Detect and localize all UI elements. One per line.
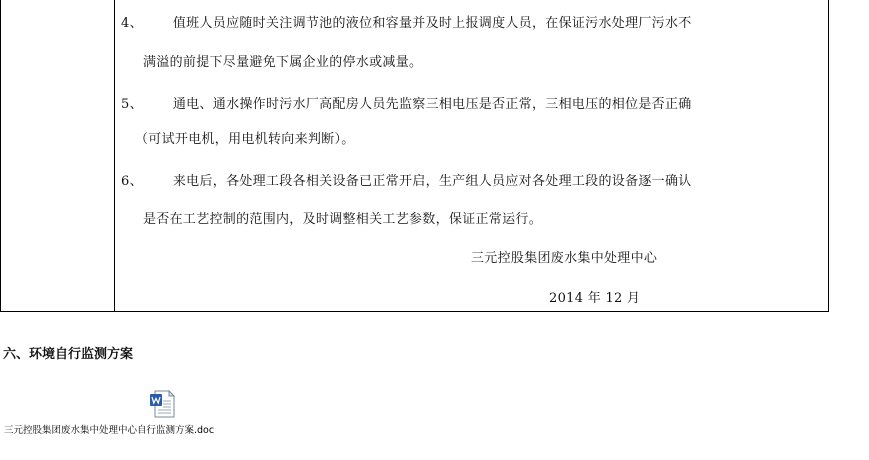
signature-organization: 三元控股集团废水集中处理中心: [471, 251, 658, 266]
item-5-line-1: [121, 93, 692, 112]
item-6-number: 6、: [121, 174, 143, 189]
item-4-line-2: 满溢的前提下尽量避免下属企业的停水或减量。: [143, 55, 423, 70]
item-6-line-2: 是否在工艺控制的范围内，及时调整相关工艺参数，保证正常运行。: [143, 212, 543, 227]
word-document-icon[interactable]: [148, 390, 176, 418]
item-5-line-2: （可试开电机，用电机转向来判断）。: [135, 132, 355, 147]
item-4-text-line-1: 值班人员应随时关注调节池的液位和容量并及时上报调度人员，在保证污水处理厂污水不: [172, 16, 692, 31]
item-4-number: 4、: [121, 16, 143, 31]
item-4-line-1: [121, 12, 692, 31]
attachment-filename[interactable]: 三元控股集团废水集中处理中心自行监测方案.doc: [4, 425, 215, 436]
embedded-attachment[interactable]: [4, 390, 304, 440]
section-heading: 六、环境自行监测方案: [3, 347, 134, 362]
item-5-number: 5、: [121, 97, 143, 112]
item-5-text-line-1: 通电、通水操作时污水厂高配房人员先监察三相电压是否正常，三相电压的相位是否正确: [172, 97, 692, 112]
signature-date: 2014 年 12 月: [549, 291, 641, 306]
item-6-text-line-1: 来电后，各处理工段各相关设备已正常开启，生产组人员应对各处理工段的设备逐一确认: [172, 174, 692, 189]
table-column-divider: [114, 0, 115, 311]
item-6-line-1: [121, 170, 692, 189]
